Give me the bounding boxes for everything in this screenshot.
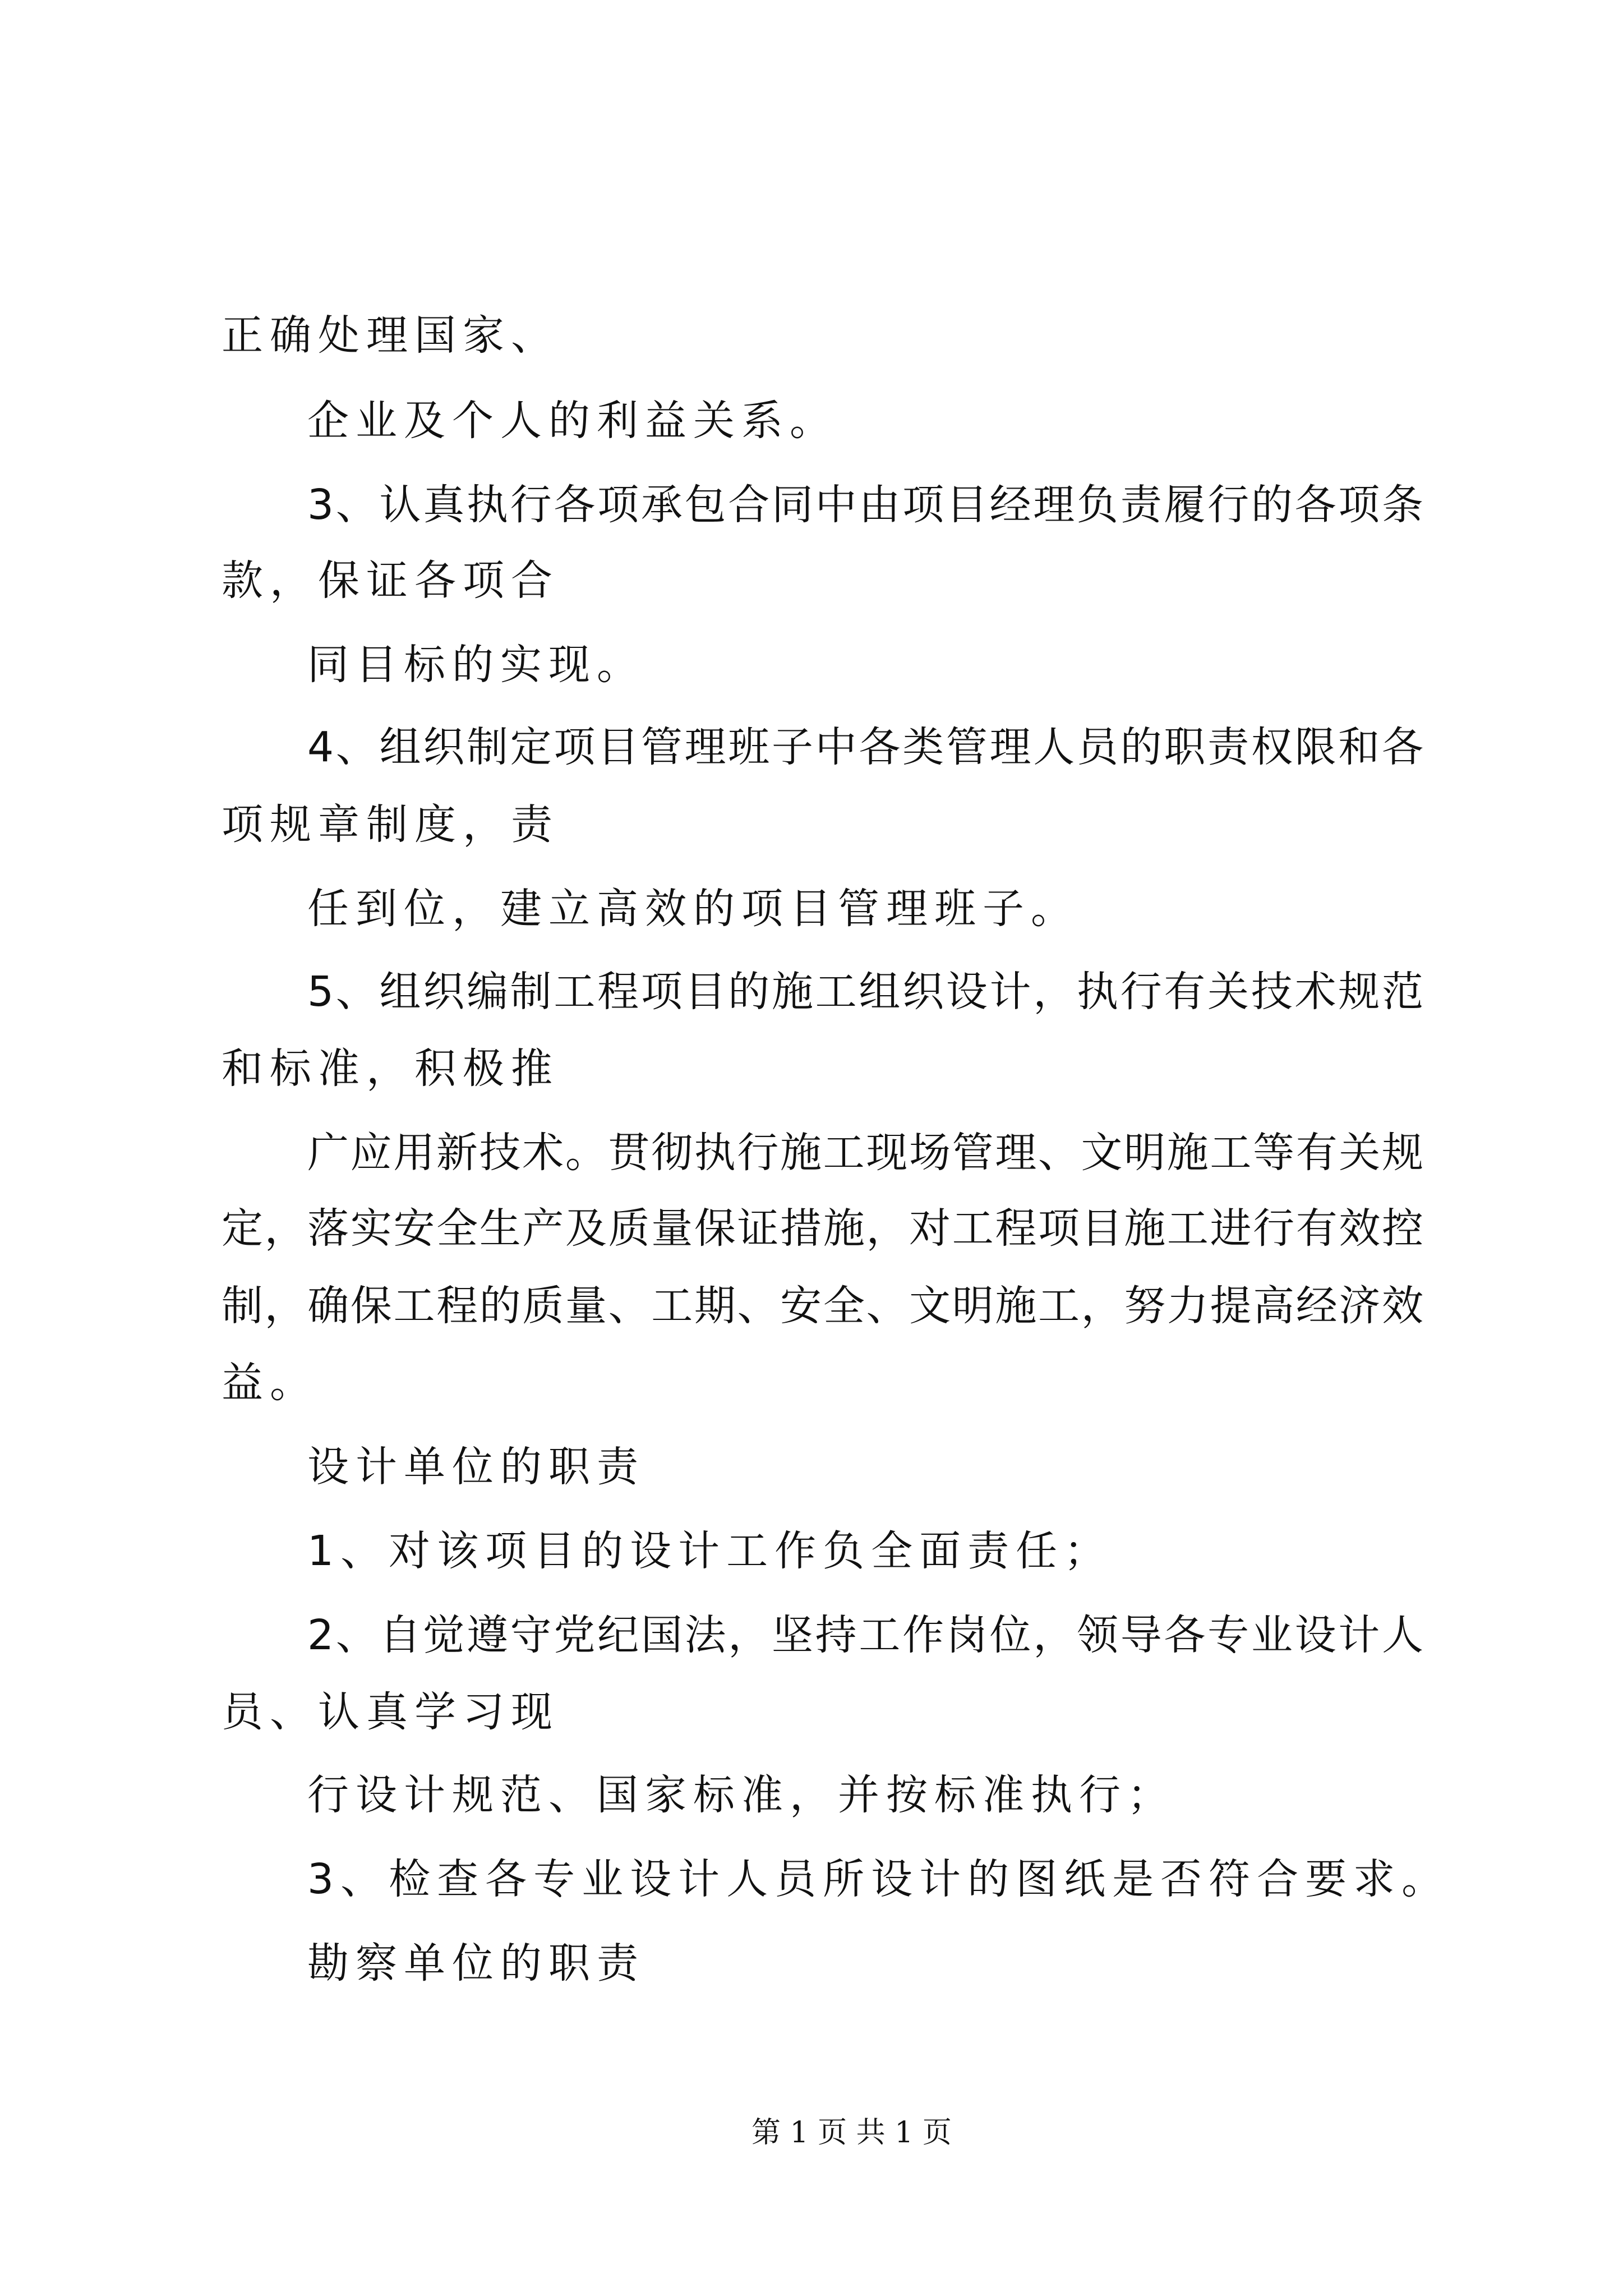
section-heading-design: 设计单位的职责 xyxy=(307,1443,645,1491)
text-line-1: 正确处理国家、 xyxy=(222,311,559,360)
text-line-20: 3、检查各专业设计人员所设计的图纸是否符合要求。 xyxy=(307,1855,1450,1903)
text-line-12: 定，落实安全生产及质量保证措施，对工程项目施工进行有效控 xyxy=(222,1204,1423,1253)
text-line-7: 项规章制度，责 xyxy=(222,800,559,849)
text-line-13: 制，确保工程的质量、工期、安全、文明施工，努力提高经济效 xyxy=(222,1282,1423,1330)
text-line-16: 1、对该项目的设计工作负全面责任； xyxy=(307,1527,1113,1575)
text-line-11: 广应用新技术。贯彻执行施工现场管理、文明施工等有关规 xyxy=(307,1129,1423,1177)
text-line-5: 同目标的实现。 xyxy=(307,641,645,689)
page-number-footer: 第 1 页 共 1 页 xyxy=(751,2116,952,2150)
text-line-3: 3、认真执行各项承包合同中由项目经理负责履行的各项条 xyxy=(307,481,1423,529)
text-line-18: 员、认真学习现 xyxy=(222,1688,559,1736)
text-line-9: 5、组织编制工程项目的施工组织设计，执行有关技术规范 xyxy=(307,968,1423,1016)
text-line-8: 任到位，建立高效的项目管理班子。 xyxy=(307,885,1079,933)
text-line-19: 行设计规范、国家标准，并按标准执行； xyxy=(307,1771,1175,1819)
section-heading-survey: 勘察单位的职责 xyxy=(307,1939,645,1987)
text-line-17: 2、自觉遵守党纪国法，坚持工作岗位，领导各专业设计人 xyxy=(307,1611,1423,1659)
text-line-2: 企业及个人的利益关系。 xyxy=(307,397,838,445)
text-line-10: 和标准，积极推 xyxy=(222,1045,559,1093)
text-line-4: 款，保证各项合 xyxy=(222,556,559,605)
text-line-14: 益。 xyxy=(222,1359,318,1407)
text-line-6: 4、组织制定项目管理班子中各类管理人员的职责权限和各 xyxy=(307,723,1423,771)
